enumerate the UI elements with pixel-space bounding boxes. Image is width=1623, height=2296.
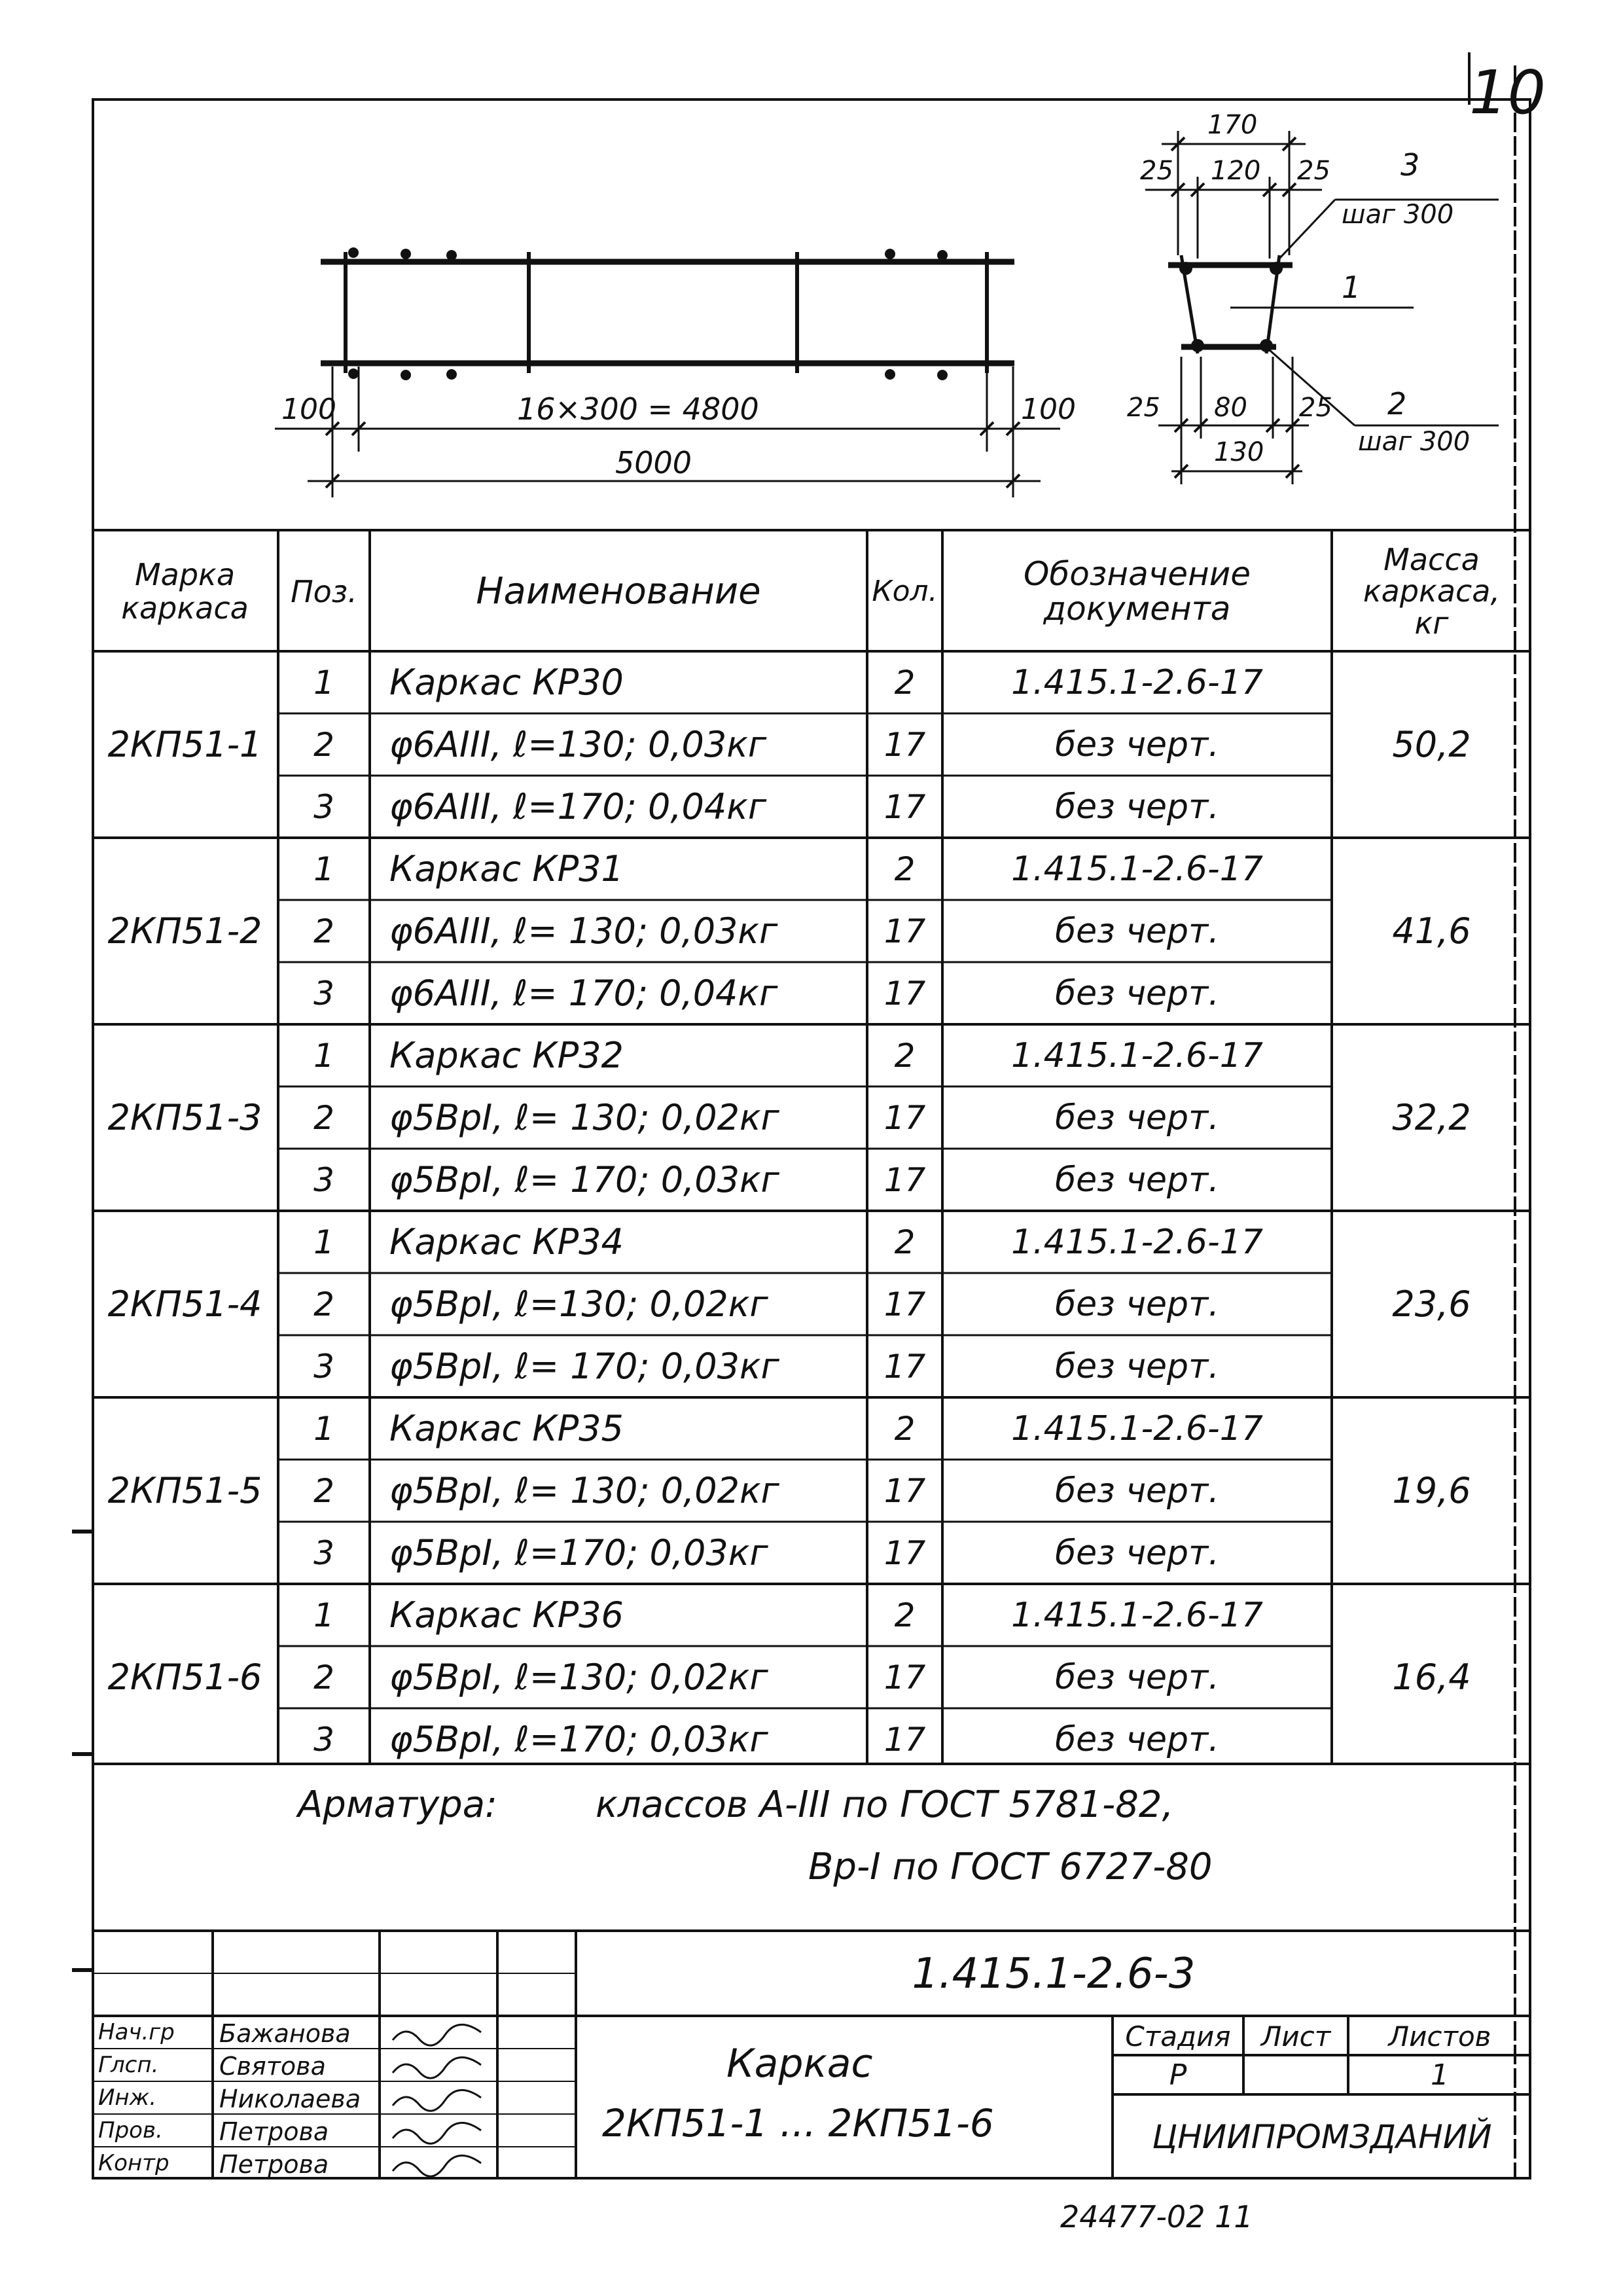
group-mass: 32,2 <box>1392 1097 1471 1138</box>
sec-callout-2: 2 <box>1387 386 1407 422</box>
row-qty: 2 <box>894 1036 916 1075</box>
group-mark: 2КП51-2 <box>107 910 262 952</box>
signature-scribble <box>389 2020 488 2050</box>
row-name: Каркас КР36 <box>389 1594 624 1636</box>
stage-label: Стадия <box>1125 2020 1231 2053</box>
note-line1: классов А-III по ГОСТ 5781-82, <box>596 1784 1174 1826</box>
row-doc: без черт. <box>1055 973 1219 1013</box>
group-mark: 2КП51-4 <box>107 1283 262 1325</box>
row-name: φ5ВрI, ℓ= 130; 0,02кг <box>389 1470 779 1511</box>
row-name: φ6АIII, ℓ= 130; 0,03кг <box>389 910 778 952</box>
signature-scribble <box>389 2053 488 2083</box>
row-name: Каркас КР31 <box>389 848 624 889</box>
header-qty: Кол. <box>872 575 938 608</box>
row-qty: 17 <box>883 1160 926 1199</box>
row-qty: 2 <box>894 1596 916 1634</box>
signature-role: Пров. <box>98 2117 163 2144</box>
row-name: φ5ВрI, ℓ= 130; 0,02кг <box>389 1097 779 1138</box>
row-doc: без черт. <box>1055 1533 1219 1573</box>
title-line1: Каркас <box>726 2041 873 2087</box>
sec-dim-bottom-left: 25 <box>1127 393 1160 423</box>
note-line2: Вр-I по ГОСТ 6727-80 <box>808 1846 1213 1888</box>
row-name: φ6АIII, ℓ=130; 0,03кг <box>389 724 767 765</box>
sec-dim-bottom-total: 130 <box>1214 437 1264 467</box>
row-doc: без черт. <box>1055 1160 1219 1200</box>
dim-pitch: 16×300 = 4800 <box>517 391 759 427</box>
signature-scribble <box>389 2119 488 2148</box>
row-pos: 2 <box>313 725 334 764</box>
row-name: φ5ВрI, ℓ=130; 0,02кг <box>389 1657 768 1698</box>
signature-role: Инж. <box>98 2085 157 2111</box>
dim-right-offset: 100 <box>1021 393 1076 426</box>
row-doc: без черт. <box>1055 725 1219 764</box>
row-pos: 3 <box>313 974 334 1013</box>
row-qty: 17 <box>883 725 926 764</box>
sec-dim-bottom-mid: 80 <box>1214 393 1247 423</box>
row-doc: без черт. <box>1055 1098 1219 1138</box>
row-pos: 2 <box>313 1285 334 1323</box>
title-line2: 2КП51-1 ... 2КП51-6 <box>602 2101 994 2145</box>
row-name: Каркас КР32 <box>389 1035 624 1076</box>
row-qty: 17 <box>883 1098 926 1137</box>
row-name: φ5ВрI, ℓ=130; 0,02кг <box>389 1283 768 1325</box>
row-name: φ5ВрI, ℓ=170; 0,03кг <box>389 1532 768 1573</box>
signature-name: Бажанова <box>219 2019 351 2048</box>
row-qty: 17 <box>883 1285 926 1323</box>
row-qty: 17 <box>883 787 926 826</box>
row-doc: 1.415.1-2.6-17 <box>1011 662 1263 702</box>
row-qty: 17 <box>883 1534 926 1572</box>
row-qty: 17 <box>883 1471 926 1510</box>
group-mass: 19,6 <box>1392 1470 1471 1511</box>
row-pos: 3 <box>313 1160 334 1199</box>
row-qty: 2 <box>894 1409 916 1448</box>
signature-role: Глсп. <box>98 2052 159 2078</box>
row-pos: 2 <box>313 1098 334 1137</box>
row-name: Каркас КР34 <box>389 1221 624 1263</box>
row-doc: без черт. <box>1055 1719 1219 1759</box>
group-mark: 2КП51-6 <box>107 1657 262 1698</box>
signature-name: Святова <box>219 2052 326 2081</box>
signature-scribble <box>389 2086 488 2115</box>
organization: ЦНИИПРОМЗДАНИЙ <box>1152 2118 1492 2156</box>
row-name: φ6АIII, ℓ=170; 0,04кг <box>389 786 767 827</box>
row-pos: 2 <box>313 1471 334 1510</box>
row-qty: 17 <box>883 974 926 1013</box>
note-label: Арматура: <box>298 1784 497 1826</box>
row-qty: 17 <box>883 1658 926 1696</box>
row-pos: 1 <box>313 1036 334 1075</box>
signature-role: Нач.гр <box>98 2019 175 2045</box>
row-qty: 17 <box>883 912 926 950</box>
sec-dim-top-right: 25 <box>1297 156 1330 186</box>
row-doc: 1.415.1-2.6-17 <box>1011 1222 1263 1262</box>
stage-value: Р <box>1169 2058 1187 2092</box>
row-name: Каркас КР30 <box>389 662 624 703</box>
header-name: Наименование <box>476 570 761 613</box>
row-name: φ5ВрI, ℓ= 170; 0,03кг <box>389 1159 779 1200</box>
sec-dim-top-left: 25 <box>1140 156 1173 186</box>
row-doc: без черт. <box>1055 1284 1219 1324</box>
row-qty: 2 <box>894 1223 916 1261</box>
signature-role: Контр <box>98 2150 169 2176</box>
group-mass: 16,4 <box>1392 1657 1471 1698</box>
sec-callout-3-step: шаг 300 <box>1342 200 1454 230</box>
row-pos: 1 <box>313 663 334 702</box>
header-mass: Масса каркаса, кг <box>1363 542 1501 641</box>
row-doc: без черт. <box>1055 1471 1219 1511</box>
signature-name: Петрова <box>219 2117 329 2146</box>
header-pos: Поз. <box>291 573 357 609</box>
row-pos: 1 <box>313 1596 334 1634</box>
group-mark: 2КП51-5 <box>107 1470 262 1511</box>
dim-total: 5000 <box>615 445 692 480</box>
row-pos: 2 <box>313 1658 334 1696</box>
row-doc: 1.415.1-2.6-17 <box>1011 849 1263 889</box>
sec-callout-3: 3 <box>1400 147 1420 183</box>
sec-callout-1: 1 <box>1342 270 1361 305</box>
row-doc: без черт. <box>1055 1346 1219 1386</box>
signature-name: Николаева <box>219 2085 361 2113</box>
row-pos: 3 <box>313 1720 334 1759</box>
row-doc: без черт. <box>1055 787 1219 827</box>
group-mass: 50,2 <box>1392 724 1471 765</box>
row-name: φ5ВрI, ℓ= 170; 0,03кг <box>389 1346 779 1387</box>
row-doc: 1.415.1-2.6-17 <box>1011 1035 1263 1075</box>
row-doc: 1.415.1-2.6-17 <box>1011 1408 1263 1448</box>
sec-callout-2-step: шаг 300 <box>1358 427 1471 457</box>
signature-name: Петрова <box>219 2150 329 2179</box>
dim-left-offset: 100 <box>281 393 336 426</box>
row-pos: 2 <box>313 912 334 950</box>
sheets-value: 1 <box>1431 2058 1449 2092</box>
row-qty: 2 <box>894 663 916 702</box>
row-doc: без черт. <box>1055 911 1219 951</box>
sec-dim-bottom-right: 25 <box>1299 393 1332 423</box>
sec-dim-top-total: 170 <box>1207 110 1258 140</box>
group-mass: 23,6 <box>1392 1283 1471 1325</box>
group-mark: 2КП51-1 <box>107 724 262 765</box>
sheet-label: Лист <box>1260 2020 1331 2053</box>
row-name: Каркас КР35 <box>389 1408 624 1449</box>
row-qty: 17 <box>883 1347 926 1386</box>
row-pos: 3 <box>313 1534 334 1572</box>
archive-number: 24477-02 11 <box>1060 2199 1253 2234</box>
row-qty: 17 <box>883 1720 926 1759</box>
row-doc: без черт. <box>1055 1657 1219 1697</box>
sheets-label: Листов <box>1388 2020 1491 2053</box>
row-pos: 3 <box>313 787 334 826</box>
sec-dim-top-mid: 120 <box>1211 156 1261 186</box>
row-pos: 1 <box>313 1409 334 1448</box>
sheet-number: 10 <box>1469 58 1546 128</box>
row-qty: 2 <box>894 850 916 888</box>
group-mass: 41,6 <box>1392 910 1471 952</box>
row-name: φ5ВрI, ℓ=170; 0,03кг <box>389 1719 768 1760</box>
row-doc: 1.415.1-2.6-17 <box>1011 1595 1263 1635</box>
signature-scribble <box>389 2151 488 2181</box>
group-mark: 2КП51-3 <box>107 1097 262 1138</box>
row-pos: 1 <box>313 850 334 888</box>
row-pos: 3 <box>313 1347 334 1386</box>
doc-code: 1.415.1-2.6-3 <box>912 1950 1196 1998</box>
row-name: φ6АIII, ℓ= 170; 0,04кг <box>389 973 778 1014</box>
header-mark: Марка каркаса <box>121 556 249 626</box>
row-pos: 1 <box>313 1223 334 1261</box>
header-doc: Обозначение документа <box>1024 555 1251 628</box>
